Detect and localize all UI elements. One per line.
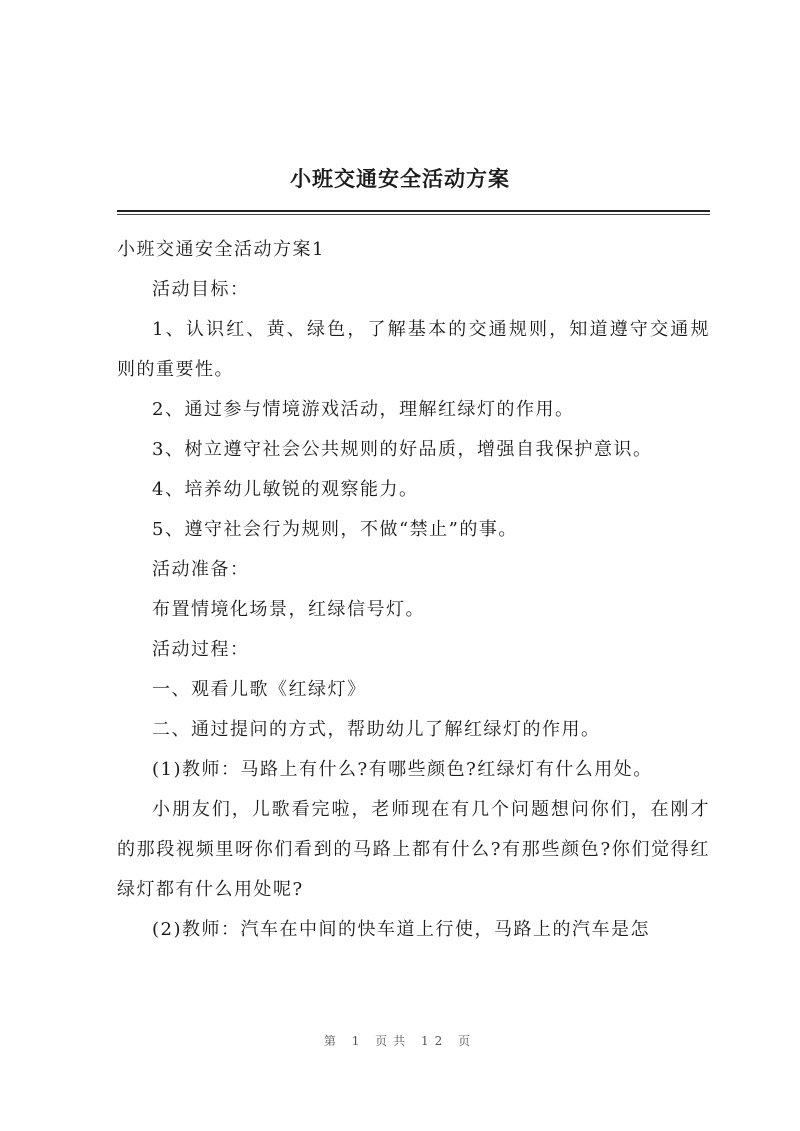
current-page-number: 1 [351,1034,366,1048]
paragraph: 活动准备： [152,559,250,580]
title-divider-thin [117,214,710,215]
page-footer [0,1032,800,1049]
paragraph: 3、树立遵守社会公共规则的好品质，增强自我保护意识。 [152,439,653,460]
paragraph: 活动过程： [152,639,250,660]
paragraph: 5、遵守社会行为规则，不做“禁止”的事。 [152,519,518,540]
section-heading: 小班交通安全活动方案1 [117,239,325,260]
page-label-suffix: 页 [458,1034,477,1048]
title-divider-thick [117,210,710,212]
paragraph: 布置情境化场景，红绿信号灯。 [152,599,425,620]
paragraph: (1)教师：马路上有什么?有哪些颜色?红绿灯有什么用处。 [152,759,653,780]
page-label-mid: 页共 [375,1034,412,1048]
paragraph: 二、通过提问的方式，帮助幼儿了解红绿灯的作用。 [152,719,601,740]
document-body [117,230,710,950]
paragraph: 4、培养幼儿敏锐的观察能力。 [152,479,419,500]
paragraph: (2)教师：汽车在中间的快车道上行使，马路上的汽车是怎 [152,919,650,940]
document-title: 小班交通安全活动方案 [290,166,510,191]
paragraph: 小朋友们，儿歌看完啦，老师现在有几个问题想问你们，在刚才的那段视频里呀你们看到的马路上都有什么?有那些颜色?你们觉得红绿灯都有什么用处呢? [117,799,710,900]
paragraph: 一、观看儿歌《红绿灯》 [152,679,367,700]
paragraph: 1、认识红、黄、绿色，了解基本的交通规则，知道遵守交通规则的重要性。 [117,319,710,380]
paragraph: 2、通过参与情境游戏活动，理解红绿灯的作用。 [152,399,575,420]
page-label-prefix: 第 [323,1034,342,1048]
paragraph: 活动目标： [152,279,250,300]
total-page-count: 12 [421,1034,449,1048]
